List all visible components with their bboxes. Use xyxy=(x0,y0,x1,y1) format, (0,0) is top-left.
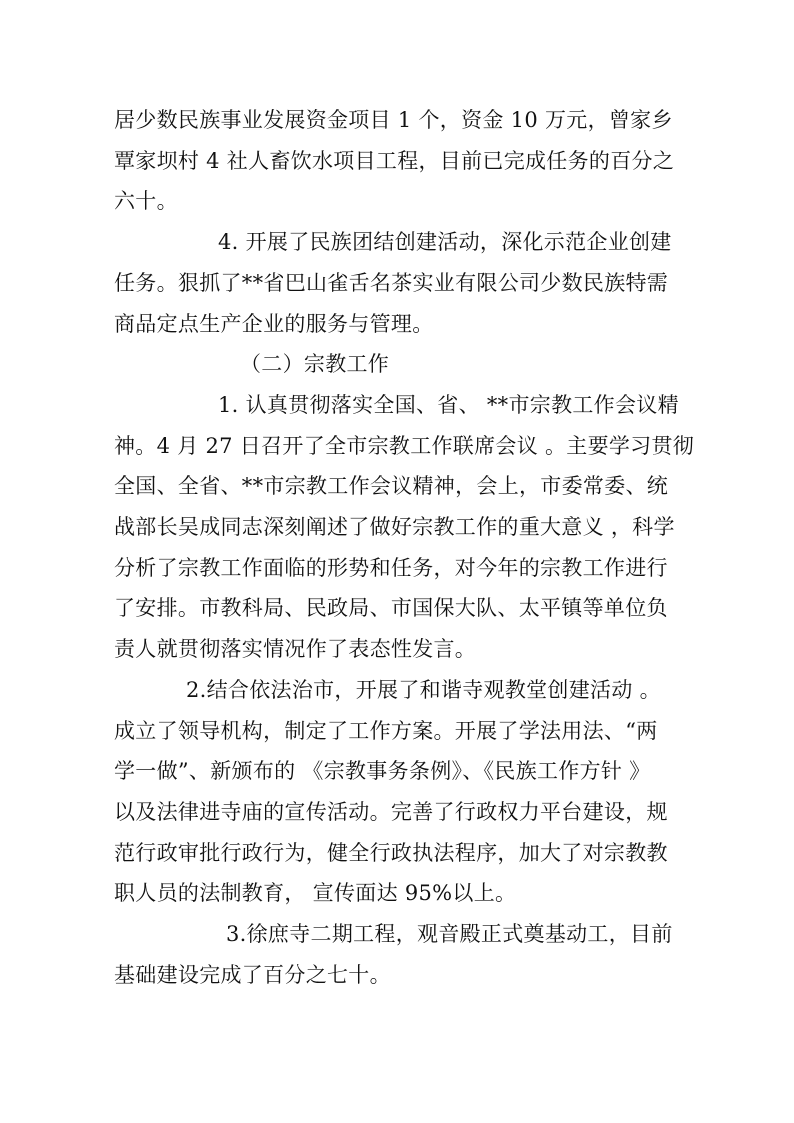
document-body xyxy=(114,100,695,995)
paragraph-line: 范行政审批行政行为，健全行政执法程序，加大了对宗教教 xyxy=(114,840,668,865)
item-2-line: 2.结合依法治市，开展了和谐寺观教堂创建活动 。 xyxy=(186,677,661,702)
paragraph-line: 覃家坝村 4 社人畜饮水项目工程，目前已完成任务的百分之 xyxy=(114,148,675,173)
item-1-line: 1. 认真贯彻落实全国、省、 **市宗教工作会议精 xyxy=(218,392,679,417)
section-heading: （二）宗教工作 xyxy=(240,352,390,377)
paragraph-line: 商品定点生产企业的服务与管理。 xyxy=(114,311,434,336)
paragraph-line: 基础建设完成了百分之七十。 xyxy=(114,962,391,987)
paragraph-line: 了安排。市教科局、民政局、市国保大队、太平镇等单位负 xyxy=(114,596,668,621)
item-3-line: 3.徐庶寺二期工程，观音殿正式奠基动工，目前 xyxy=(226,922,673,947)
paragraph-line: 战部长吴成同志深刻阐述了做好宗教工作的重大意义 ，科学 xyxy=(114,515,675,540)
paragraph-line: 职人员的法制教育， 宣传面达 95%以上。 xyxy=(114,881,517,906)
item-4-line: 4. 开展了民族团结创建活动，深化示范企业创建 xyxy=(218,230,672,255)
paragraph-line: 六十。 xyxy=(114,189,178,214)
paragraph-line: 居少数民族事业发展资金项目 1 个，资金 10 万元，曾家乡 xyxy=(114,108,673,132)
paragraph-line: 分析了宗教工作面临的形势和任务，对今年的宗教工作进行 xyxy=(114,555,668,580)
paragraph-line: 以及法律进寺庙的宣传活动。完善了行政权力平台建设，规 xyxy=(114,799,668,824)
paragraph-line: 神。4 月 27 日召开了全市宗教工作联席会议 。主要学习贯彻 xyxy=(114,433,695,458)
paragraph-line: 全国、全省、**市宗教工作会议精神，会上，市委常委、统 xyxy=(114,474,669,499)
paragraph-line: 成立了领导机构，制定了工作方案。开展了学法用法、“两 xyxy=(114,718,658,743)
paragraph-line: 责人就贯彻落实情况作了表态性发言。 xyxy=(114,637,477,662)
paragraph-line: 任务。狠抓了**省巴山雀舌名茶实业有限公司少数民族特需 xyxy=(114,270,669,295)
paragraph-line: 学一做”、新颁布的 《宗教事务条例》、《民族工作方针 》 xyxy=(114,759,651,784)
